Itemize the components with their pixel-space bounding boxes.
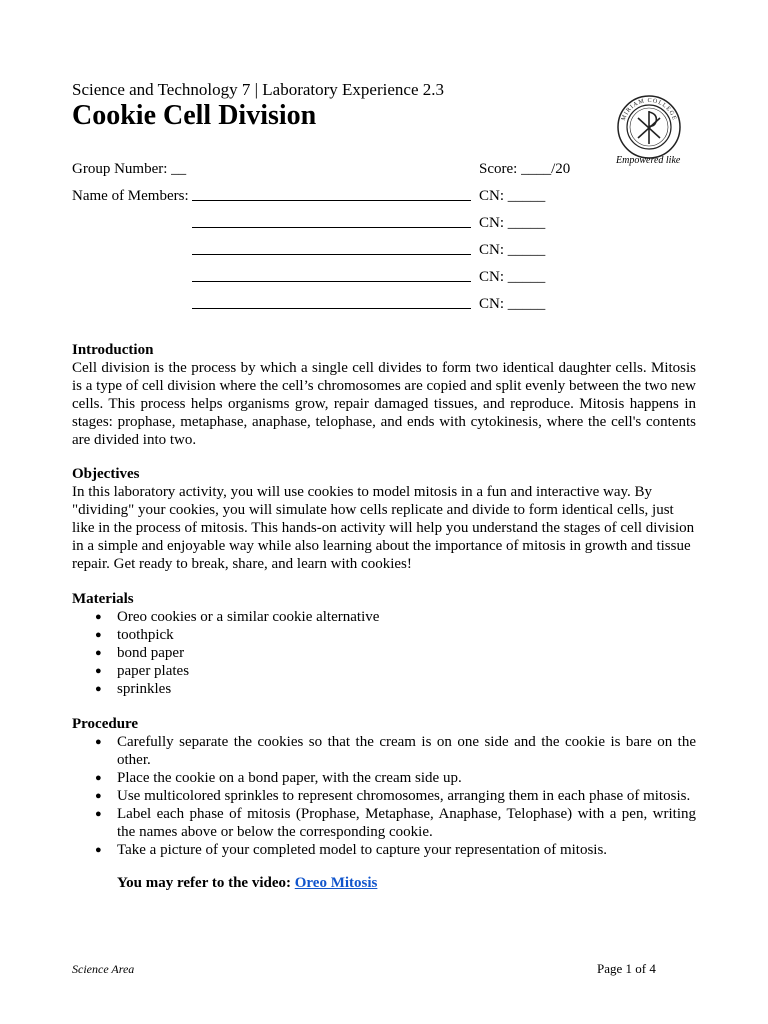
- member-name-line: [192, 188, 471, 206]
- cn-field: CN: _____: [479, 296, 546, 312]
- materials-heading: Materials: [72, 591, 134, 607]
- cn-field: CN: _____: [479, 215, 546, 231]
- member-name-line: [192, 296, 471, 314]
- introduction-section: [72, 341, 696, 449]
- list-item: ● Carefully separate the cookies so that the cream is on one side and the cookie is bare on the other.: [72, 733, 696, 769]
- list-item: ● paper plates: [72, 662, 696, 680]
- video-reference: [117, 875, 377, 892]
- page-number: Page 1 of 4: [597, 961, 656, 976]
- objectives-section: [72, 465, 696, 573]
- objectives-heading: Objectives: [72, 466, 140, 482]
- logo-tagline: Empowered like: [616, 155, 681, 166]
- procedure-list: [72, 733, 696, 859]
- video-prefix: You may refer to the video:: [117, 875, 295, 891]
- school-seal-logo: [616, 94, 682, 160]
- list-item: ● Oreo cookies or a similar cookie alternative: [72, 608, 696, 626]
- materials-list: [72, 608, 696, 698]
- list-item: ● toothpick: [72, 626, 696, 644]
- list-item: ● Place the cookie on a bond paper, with the cream side up.: [72, 769, 696, 787]
- cn-field: CN: _____: [479, 269, 546, 285]
- list-item: ● Use multicolored sprinkles to represent chromosomes, arranging them in each phase of mitosis.: [72, 787, 696, 805]
- member-name-line: [192, 242, 471, 260]
- list-item: ● sprinkles: [72, 680, 696, 698]
- materials-section: [72, 590, 696, 698]
- member-name-line: [192, 269, 471, 287]
- oreo-mitosis-link[interactable]: Oreo Mitosis: [294, 875, 378, 891]
- svg-text:MIRIAM COLLEGE: MIRIAM COLLEGE: [620, 97, 678, 122]
- procedure-heading: Procedure: [72, 716, 139, 732]
- introduction-body: Cell division is the process by which a single cell divides to form two identical daughter cells. Mitosis is a type of cell division where the cell’s chromosomes are copied and split evenly between the two new cells. This process helps organisms grow, repair damaged tissues, and reproduce. Mitosis happens in stages: prophase, metaphase, anaphase, telophase, and ends with cytokinesis, where the cell's contents are divided into two.: [72, 360, 696, 448]
- document-title: Cookie Cell Division: [72, 100, 317, 131]
- members-label: Name of Members:: [72, 188, 189, 204]
- score-field: Score: ____/20: [479, 161, 571, 177]
- member-name-line: [192, 215, 471, 233]
- list-item: ● Label each phase of mitosis (Prophase, Metaphase, Anaphase, Telophase) with a pen, writing the names above or below the corresponding cookie.: [72, 805, 696, 841]
- cn-field: CN: _____: [479, 188, 546, 204]
- cn-field: CN: _____: [479, 242, 546, 258]
- procedure-section: [72, 715, 696, 859]
- footer-department: Science Area: [72, 962, 135, 976]
- list-item: ● bond paper: [72, 644, 696, 662]
- introduction-heading: Introduction: [72, 342, 154, 358]
- document-subtitle: Science and Technology 7 | Laboratory Experience 2.3: [72, 80, 444, 99]
- list-item: ● Take a picture of your completed model to capture your representation of mitosis.: [72, 841, 696, 859]
- objectives-body: In this laboratory activity, you will use cookies to model mitosis in a fun and interactive way. By "dividing" your cookies, you will simulate how cells replicate and divide to form identical cells, just like in the process of mitosis. This hands-on activity will help you understand the stages of cell division in a simple and enjoyable way while also learning about the importance of mitosis in growth and tissue repair. Get ready to break, share, and learn with cookies!: [72, 484, 695, 572]
- group-number-field: Group Number: __: [72, 161, 187, 177]
